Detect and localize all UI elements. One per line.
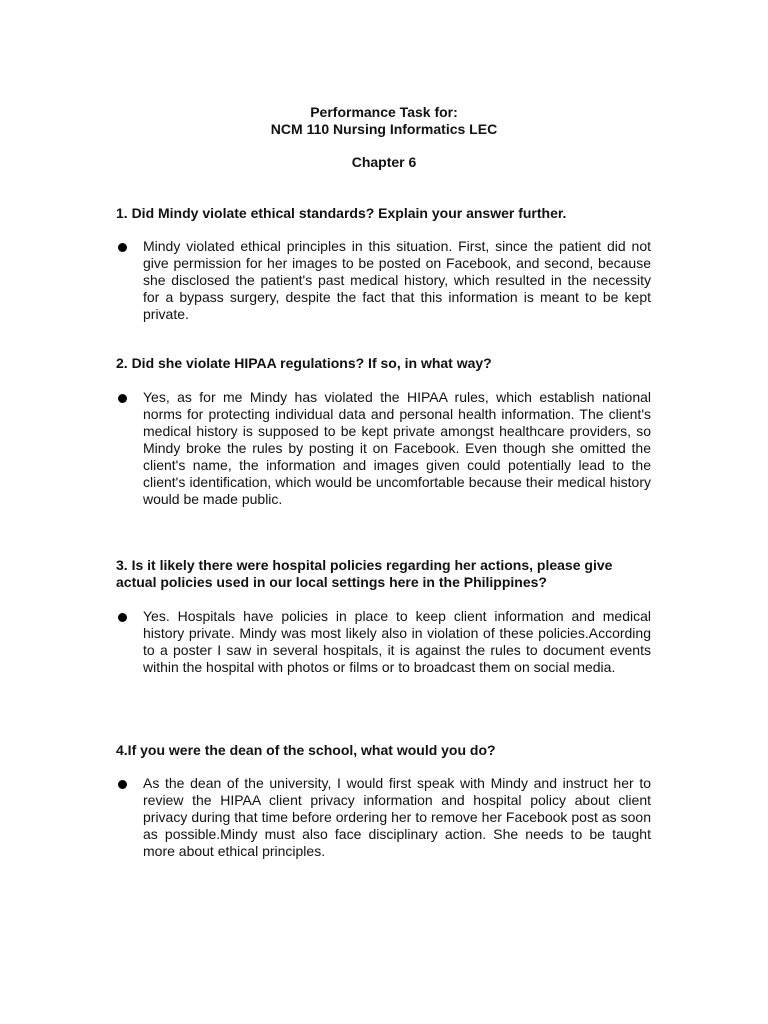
answer-2-text: Yes, as for me Mindy has violated the HIPAA rules, which establish national norms for protecting individual data and personal health information. The client's medical history is supposed to be kept private amongst healthcare providers, so Mindy broke the rules by posting it on Facebook. Even though she omitted the client's name, the information and images given could potentially lead to the client's identification, which would be uncomfortable because their medical history would be made public. [143, 389, 651, 507]
answer-1 [116, 238, 651, 323]
header-course: NCM 110 Nursing Informatics LEC [270, 121, 498, 137]
question-3: 3. Is it likely there were hospital policies regarding her actions, please give actual policies used in our local settings here in the Philippines? [116, 557, 613, 590]
answer-1-text: Mindy violated ethical principles in this situation. First, since the patient did not give permission for her images to be posted on Facebook, and second, because she disclosed the patient's past medical history, which resulted in the necessity for a bypass surgery, despite the fact that this information is meant to be kept private. [143, 238, 651, 322]
question-4: 4.If you were the dean of the school, what would you do? [116, 742, 496, 758]
answer-3 [116, 608, 651, 676]
answer-4-text: As the dean of the university, I would first speak with Mindy and instruct her to review the HIPAA client privacy information and hospital policy about client privacy during that time before ordering her to remove her Facebook post as soon as possible.Mindy must also face disciplinary action. She needs to be taught more about ethical principles. [143, 775, 651, 859]
bullet-icon [118, 243, 127, 252]
answer-2 [116, 389, 651, 508]
question-2: 2. Did she violate HIPAA regulations? If so, in what way? [116, 355, 492, 371]
answer-3-text: Yes. Hospitals have policies in place to keep client information and medical history private. Mindy was most likely also in violation of these policies.According to a poster I saw in several hospitals, it is against the rules to document events within the hospital with photos or films or to broadcast them on social media. [143, 608, 651, 675]
header-title: Performance Task for: [310, 104, 458, 120]
document-header [0, 104, 768, 171]
bullet-icon [118, 394, 127, 403]
bullet-icon [118, 780, 127, 789]
bullet-icon [118, 613, 127, 622]
answer-4 [116, 775, 651, 860]
question-1: 1. Did Mindy violate ethical standards? Explain your answer further. [116, 205, 567, 221]
header-chapter: Chapter 6 [351, 154, 417, 170]
